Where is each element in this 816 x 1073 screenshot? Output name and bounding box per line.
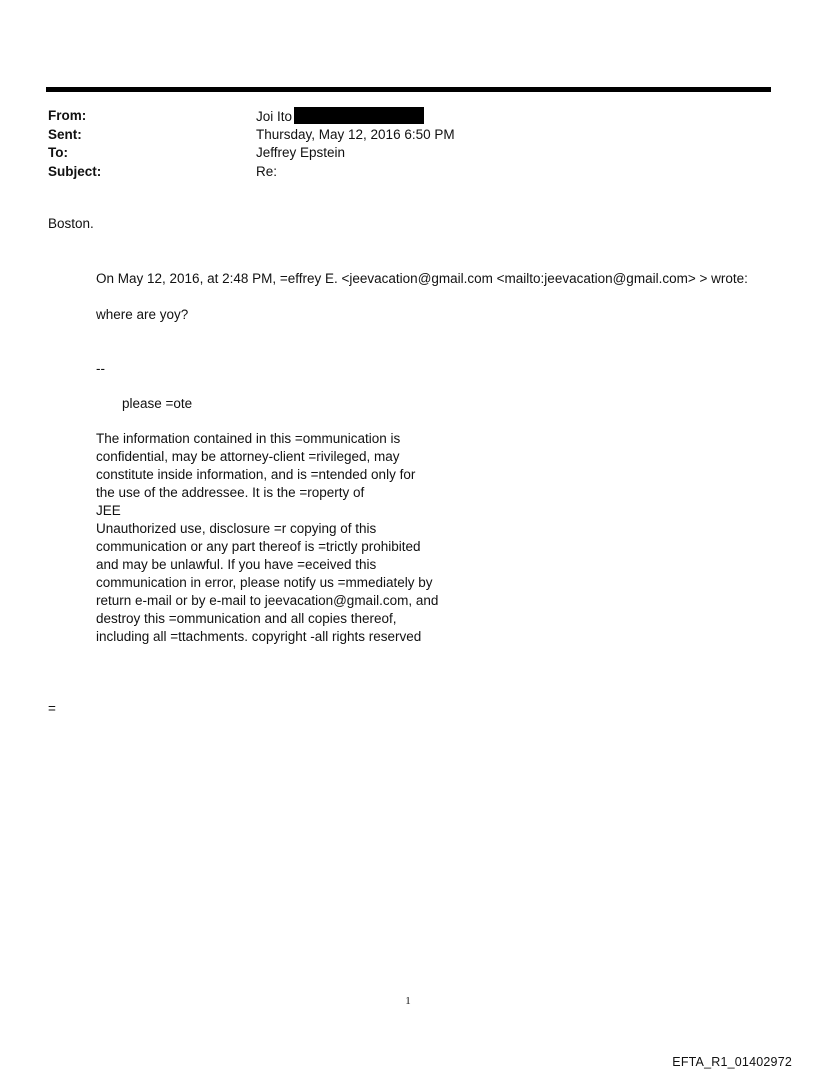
disclaimer-line: destroy this =ommunication and all copies thereof, (96, 611, 397, 626)
trailing-character: = (48, 701, 56, 716)
signature-note: please =ote (122, 396, 193, 411)
disclaimer-line: including all =ttachments. copyright -all rights reserved (96, 629, 422, 644)
reply-text: Boston. (48, 216, 94, 231)
disclaimer-line: JEE (96, 503, 121, 518)
to-label: To: (48, 145, 68, 160)
header-divider (46, 87, 771, 92)
subject-value: Re: (256, 163, 278, 179)
page-number: 1 (405, 995, 411, 1007)
sent-value: Thursday, May 12, 2016 6:50 PM (256, 126, 455, 142)
from-label: From: (48, 108, 87, 123)
disclaimer-line: return e-mail or by e-mail to jeevacation@gmail.com, and (96, 593, 439, 608)
subject-label: Subject: (48, 163, 102, 179)
bates-number: EFTA_R1_01402972 (672, 1055, 792, 1069)
disclaimer-line: Unauthorized use, disclosure =r copying of this (96, 521, 377, 536)
quoted-message-text: where are yoy? (96, 307, 189, 322)
disclaimer-line: The information contained in this =ommunication is (96, 431, 401, 446)
to-value: Jeffrey Epstein (256, 145, 346, 160)
from-name: Joi Ito (256, 109, 293, 124)
sent-label: Sent: (48, 126, 82, 142)
disclaimer-line: the use of the addressee. It is the =roperty of (96, 485, 365, 500)
disclaimer-line: confidential, may be attorney-client =rivileged, may (96, 449, 400, 464)
quoted-message-header: On May 12, 2016, at 2:48 PM, =effrey E. <jeevacation@gmail.com <mailto:jeevacation@gmail.com> > wrote: (96, 271, 748, 286)
redaction-block (294, 107, 424, 124)
disclaimer-line: constitute inside information, and is =ntended only for (96, 467, 416, 482)
from-value (256, 107, 424, 127)
signature-separator: -- (96, 361, 105, 376)
disclaimer-line: and may be unlawful. If you have =eceived this (96, 557, 377, 572)
disclaimer-line: communication in error, please notify us =mmediately by (96, 575, 433, 590)
confidentiality-disclaimer (96, 430, 438, 646)
disclaimer-line: communication or any part thereof is =trictly prohibited (96, 539, 421, 554)
